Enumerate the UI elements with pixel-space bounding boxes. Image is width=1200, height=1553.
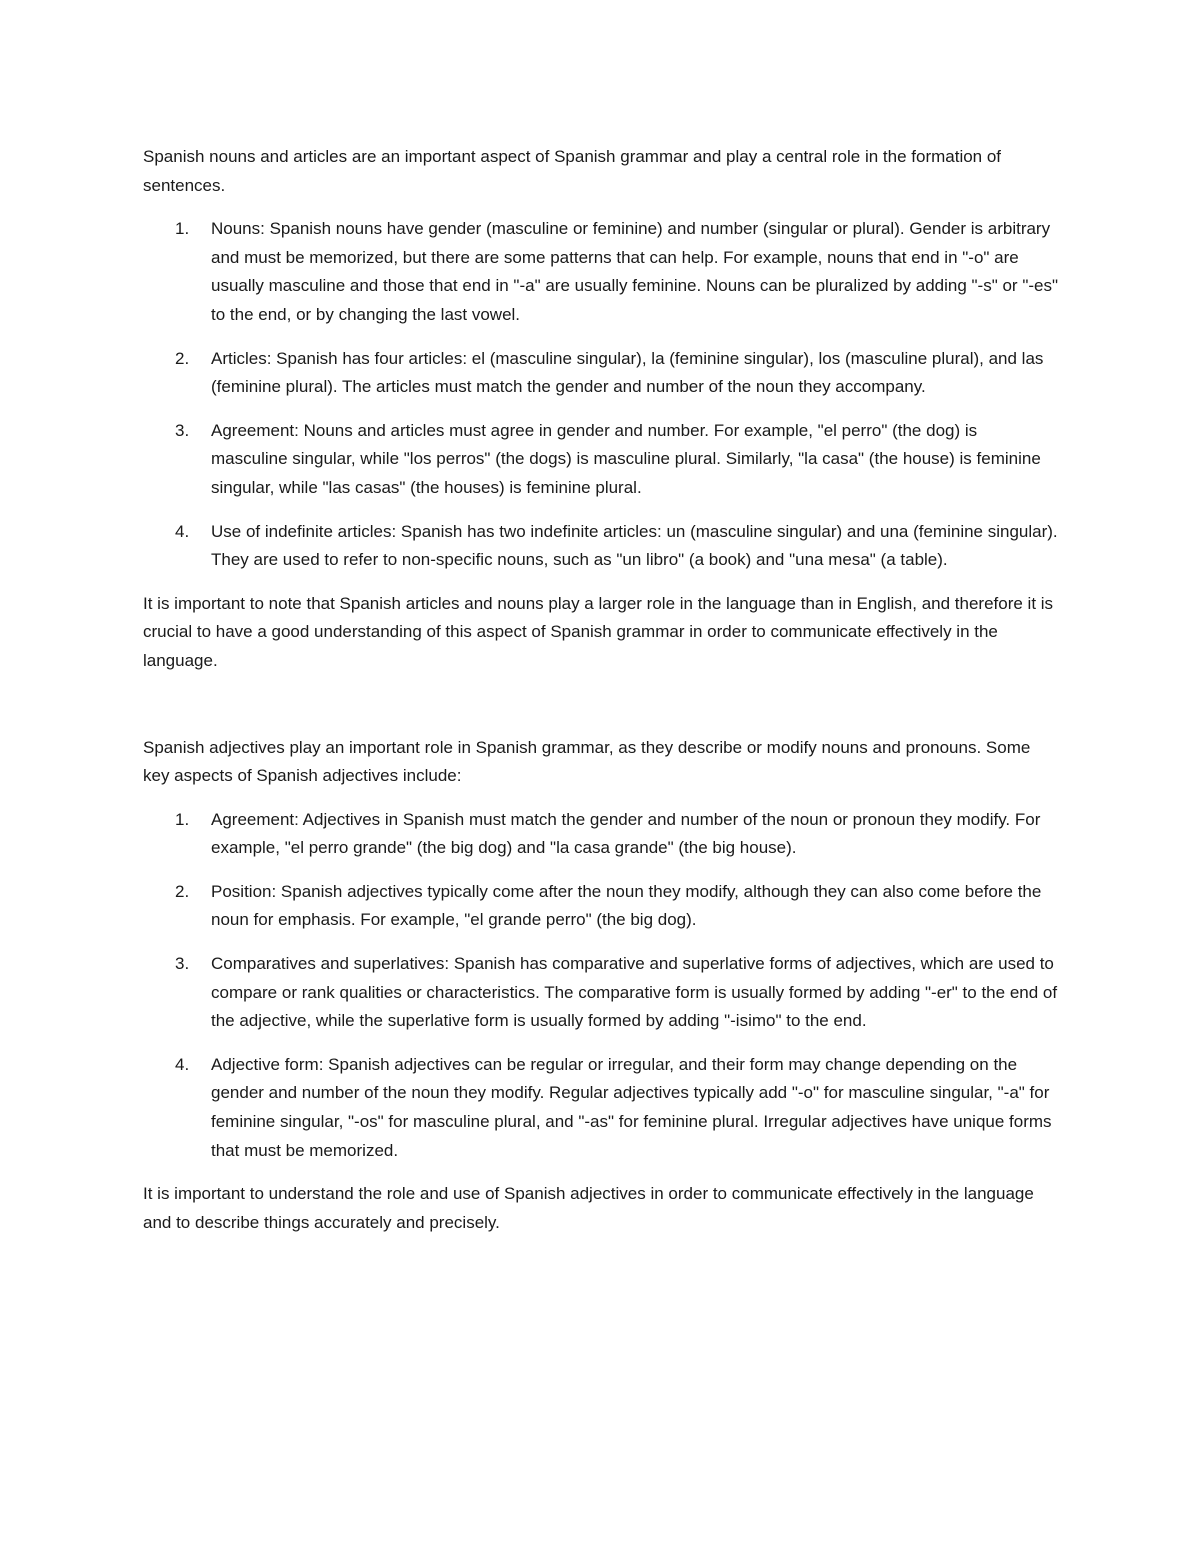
document-body bbox=[143, 143, 1058, 1252]
list-item bbox=[143, 215, 1058, 329]
list-item-text: Nouns: Spanish nouns have gender (masculine or feminine) and number (singular or plural). Gender is arbitrary and must be memorized, but there are some patterns that can help. For example, nouns that end in "-o" are usually masculine and those that end in "-a" are usually feminine. Nouns can be pluralized by adding "-s" or "-es" to the end, or by changing the last vowel. bbox=[211, 219, 1059, 324]
list-item-text: Adjective form: Spanish adjectives can be regular or irregular, and their form may change depending on the gender and number of the noun they modify. Regular adjectives typically add "-o" for masculine singular, "-a" for feminine singular, "-os" for masculine plural, and "-as" for feminine plural. Irregular adjectives have unique forms that must be memorized. bbox=[211, 1054, 1052, 1160]
list-item bbox=[143, 345, 1058, 402]
list-item bbox=[143, 878, 1058, 935]
section2-intro: Spanish adjectives play an important role in Spanish grammar, as they describe or modify nouns and pronouns. Some key aspects of Spanish adjectives include: bbox=[143, 737, 1031, 786]
list-number: 3. bbox=[175, 420, 190, 440]
list-number: 1. bbox=[175, 809, 190, 829]
section-spacer bbox=[143, 691, 1058, 734]
list-item bbox=[143, 417, 1058, 503]
list-item bbox=[143, 1051, 1058, 1165]
list-number: 2. bbox=[175, 881, 190, 901]
section2-conclusion: It is important to understand the role and use of Spanish adjectives in order to communicate effectively in the language and to describe things accurately and precisely. bbox=[143, 1184, 1034, 1232]
list-number: 4. bbox=[175, 521, 190, 541]
list-number: 2. bbox=[175, 348, 190, 368]
section1-conclusion: It is important to note that Spanish articles and nouns play a larger role in the language than in English, and therefore it is crucial to have a good understanding of this aspect of Spanish grammar in order to communicate effectively in the language. bbox=[143, 593, 1054, 670]
list-number: 3. bbox=[175, 954, 190, 974]
list-item-text: Articles: Spanish has four articles: el (masculine singular), la (feminine singular), los (masculine plural), and las (feminine plural). The articles must match the gender and number of the noun they accompany. bbox=[211, 348, 1044, 397]
section1-intro: Spanish nouns and articles are an important aspect of Spanish grammar and play a central role in the formation of sentences. bbox=[143, 147, 1002, 195]
list-item-text: Comparatives and superlatives: Spanish has comparative and superlative forms of adjectives, which are used to compare or rank qualities or characteristics. The comparative form is usually formed by adding "-er" to the end of the adjective, while the superlative form is usually formed by adding "-isimo" to the end. bbox=[211, 954, 1058, 1031]
list-item-text: Agreement: Nouns and articles must agree in gender and number. For example, "el perro" (the dog) is masculine singular, while "los perros" (the dogs) is masculine plural. Similarly, "la casa" (the house) is feminine singular, while "las casas" (the houses) is feminine plural. bbox=[211, 420, 1041, 497]
section2-list bbox=[143, 806, 1058, 1166]
list-item bbox=[143, 806, 1058, 863]
list-number: 1. bbox=[175, 219, 190, 239]
list-item bbox=[143, 518, 1058, 575]
list-item bbox=[143, 950, 1058, 1036]
list-item-text: Position: Spanish adjectives typically come after the noun they modify, although they can also come before the noun for emphasis. For example, "el grande perro" (the big dog). bbox=[211, 881, 1042, 930]
list-number: 4. bbox=[175, 1054, 190, 1074]
list-item-text: Agreement: Adjectives in Spanish must match the gender and number of the noun or pronoun they modify. For example, "el perro grande" (the big dog) and "la casa grande" (the big house). bbox=[211, 809, 1041, 858]
section1-list bbox=[143, 215, 1058, 575]
list-item-text: Use of indefinite articles: Spanish has two indefinite articles: un (masculine singular) and una (feminine singular). They are used to refer to non-specific nouns, such as "un libro" (a book) and "una mesa" (a table). bbox=[211, 521, 1058, 570]
